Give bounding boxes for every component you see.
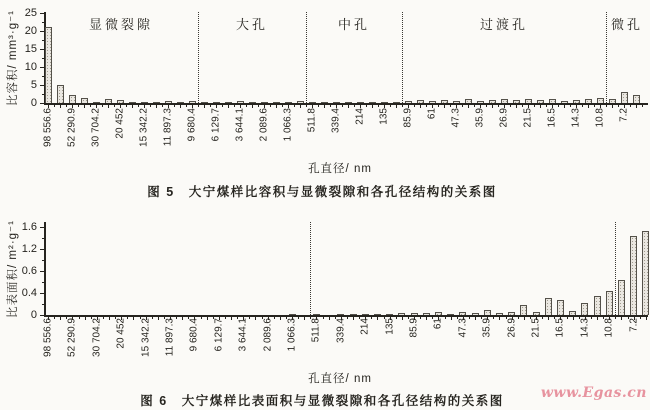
x-tick-label: 3 644.1 (234, 108, 246, 142)
x-tick-label: 47.3 (450, 108, 462, 128)
bar (447, 314, 454, 315)
x-tick-mark (182, 317, 183, 320)
x-tick-label: 85.9 (408, 318, 420, 338)
x-tick-label: 16.5 (546, 108, 558, 128)
x-tick-mark (60, 317, 61, 320)
bar (350, 314, 357, 315)
x-tick-label: 339.4 (330, 108, 342, 134)
bar (411, 313, 418, 315)
x-tick-label: 7.2 (628, 318, 640, 332)
x-tick-mark (499, 317, 500, 320)
bar (374, 314, 381, 315)
x-tick-mark (255, 317, 256, 320)
y-tick-label: 1.6 (21, 221, 37, 233)
bar (289, 314, 296, 315)
x-tick-label: 15 342.2 (140, 318, 152, 357)
pore-region-label: 大孔 (235, 17, 269, 32)
bar (618, 280, 625, 315)
region-divider-line (615, 222, 616, 315)
x-tick-label: 2 089.6 (258, 108, 270, 142)
x-minor-tick (567, 317, 568, 319)
x-tick-label: 26.9 (506, 318, 518, 338)
x-tick-label: 61 (432, 318, 444, 330)
x-minor-tick (493, 317, 494, 319)
y-tick-mark (40, 271, 44, 272)
x-tick-label: 61 (426, 108, 438, 120)
x-minor-tick (518, 317, 519, 319)
bar (545, 298, 552, 315)
x-tick-label: 16.5 (554, 318, 566, 338)
y-tick-label: 0 (30, 97, 37, 109)
x-tick-mark (329, 317, 330, 320)
y-minor-tick (42, 238, 45, 239)
bar (557, 300, 564, 315)
x-tick-label: 14.3 (579, 318, 591, 338)
x-tick-mark (426, 317, 427, 320)
region-divider-line (310, 222, 311, 315)
x-tick-label: 7.2 (618, 108, 630, 122)
bar (435, 312, 442, 315)
x-tick-label: 339.4 (335, 318, 347, 344)
figure6-caption: 图 6 大宁煤样比表面积与显微裂隙和各孔径结构的关系图 (140, 394, 504, 408)
x-minor-tick (176, 317, 177, 319)
x-tick-label: 135 (378, 108, 390, 125)
x-tick-label: 9 680.4 (188, 318, 200, 352)
bar (398, 313, 405, 315)
x-minor-tick (347, 317, 348, 319)
y-minor-tick (42, 282, 45, 283)
x-tick-label: 511.8 (310, 318, 322, 343)
y-axis-line (44, 222, 46, 316)
y-tick-label: 10 (24, 61, 37, 73)
x-tick-mark (475, 317, 476, 320)
x-tick-label: 30 704.2 (90, 108, 102, 147)
y-tick-label: 5 (30, 79, 37, 91)
x-minor-tick (298, 317, 299, 319)
y-tick-label: 0 (30, 309, 37, 321)
x-tick-mark (377, 317, 378, 320)
bar (520, 305, 527, 315)
x-tick-label: 11 897.3 (164, 318, 176, 357)
bar (642, 231, 649, 315)
bar (630, 236, 637, 315)
x-minor-tick (323, 317, 324, 319)
x-minor-tick (201, 317, 202, 319)
y-tick-mark (40, 227, 44, 228)
x-tick-label: 2 089.6 (262, 318, 274, 352)
x-tick-label: 21.5 (522, 108, 534, 128)
bar (459, 312, 466, 315)
x-tick-label: 35.9 (481, 318, 493, 338)
x-minor-tick (445, 317, 446, 319)
pore-region-label: 显微裂隙 (88, 17, 154, 32)
bar (362, 314, 369, 315)
bar (313, 314, 320, 315)
x-tick-label: 9 680.4 (186, 108, 198, 142)
x-minor-tick (249, 317, 250, 319)
x-minor-tick (127, 317, 128, 319)
x-tick-label: 52 290.9 (66, 318, 78, 357)
y-tick-label: 0.4 (21, 287, 37, 299)
x-tick-mark (451, 317, 452, 320)
x-tick-label: 6 129.7 (213, 318, 225, 352)
x-tick-label: 98 556.6 (42, 108, 54, 147)
bar (594, 296, 601, 315)
x-tick-label: 14.3 (570, 108, 582, 128)
x-tick-mark (524, 317, 525, 320)
x-tick-mark (621, 317, 622, 320)
pore-region-label: 中孔 (337, 17, 371, 32)
x-tick-label: 85.9 (402, 108, 414, 128)
x-minor-tick (615, 317, 616, 319)
x-minor-tick (640, 317, 641, 319)
x-minor-tick (469, 317, 470, 319)
bar (581, 303, 588, 315)
bar (472, 313, 479, 315)
x-minor-tick (274, 317, 275, 319)
x-tick-label: 1 066.3 (282, 108, 294, 142)
x-tick-mark (573, 317, 574, 320)
x-minor-tick (371, 317, 372, 319)
x-minor-tick (396, 317, 397, 319)
x-tick-mark (304, 317, 305, 320)
x-tick-label: 20 452 (114, 108, 126, 139)
bar (386, 314, 393, 315)
x-tick-mark (158, 317, 159, 320)
y-tick-label: 1.2 (21, 243, 37, 255)
x-tick-mark (207, 317, 208, 320)
x-tick-label: 1 066.3 (286, 318, 298, 352)
y-tick-mark (40, 315, 44, 316)
y-axis-title: 比表面积/ m²·g⁻¹ (7, 219, 19, 318)
x-minor-tick (591, 317, 592, 319)
x-tick-label: 135 (384, 318, 396, 335)
x-tick-label: 30 704.2 (91, 318, 103, 357)
bar (423, 313, 430, 315)
y-tick-label: 0.6 (21, 265, 37, 277)
x-tick-label: 52 290.9 (66, 108, 78, 147)
bar (496, 313, 503, 315)
x-tick-mark (231, 317, 232, 320)
bar (508, 312, 515, 315)
pore-region-label: 微孔 (610, 17, 644, 32)
x-tick-label: 10.8 (603, 318, 615, 338)
y-tick-label: 25 (24, 7, 37, 19)
y-tick-label: 15 (24, 43, 37, 55)
x-tick-mark (280, 317, 281, 320)
bar (606, 291, 613, 315)
x-tick-mark (646, 317, 647, 320)
x-tick-label: 11 897.3 (162, 108, 174, 147)
x-minor-tick (152, 317, 153, 319)
pore-region-label: 过渡孔 (479, 17, 529, 32)
bar (533, 312, 540, 315)
y-minor-tick (42, 304, 45, 305)
x-tick-mark (85, 317, 86, 320)
x-axis-title: 孔直径/ nm (308, 373, 372, 385)
x-tick-mark (597, 317, 598, 320)
x-minor-tick (420, 317, 421, 319)
x-tick-mark (109, 317, 110, 320)
x-minor-tick (79, 317, 80, 319)
y-tick-mark (40, 293, 44, 294)
x-axis-title: 孔直径/ nm (308, 163, 372, 175)
x-minor-tick (54, 317, 55, 319)
bar (569, 311, 576, 315)
x-minor-tick (103, 317, 104, 319)
y-minor-tick (42, 260, 45, 261)
bar (337, 314, 344, 315)
x-minor-tick (542, 317, 543, 319)
x-tick-label: 26.9 (498, 108, 510, 128)
x-tick-label: 15 342.2 (138, 108, 150, 147)
y-tick-mark (40, 249, 44, 250)
y-tick-label: 20 (24, 25, 37, 37)
x-tick-mark (133, 317, 134, 320)
x-tick-label: 35.9 (474, 108, 486, 128)
x-tick-label: 20 452 (115, 318, 127, 349)
x-tick-label: 47.3 (457, 318, 469, 338)
x-minor-tick (225, 317, 226, 319)
bar (484, 310, 491, 315)
x-tick-label: 98 556.6 (42, 318, 54, 357)
x-tick-label: 3 644.1 (237, 318, 249, 352)
watermark-egas-text: www.Egas.cn (540, 385, 647, 401)
figure5-caption: 图 5 大宁煤样比容积与显微裂隙和各孔径结构的关系图 (147, 185, 497, 199)
x-tick-label: 214 (359, 318, 371, 335)
x-tick-label: 511.8 (306, 108, 318, 133)
x-tick-label: 10.8 (594, 108, 606, 128)
x-tick-label: 21.5 (530, 318, 542, 338)
x-tick-label: 6 129.7 (210, 108, 222, 142)
x-tick-mark (548, 317, 549, 320)
x-tick-mark (402, 317, 403, 320)
x-tick-mark (353, 317, 354, 320)
y-axis-title: 比容积/ mm³·g⁻¹ (7, 9, 19, 106)
x-tick-label: 214 (354, 108, 366, 125)
